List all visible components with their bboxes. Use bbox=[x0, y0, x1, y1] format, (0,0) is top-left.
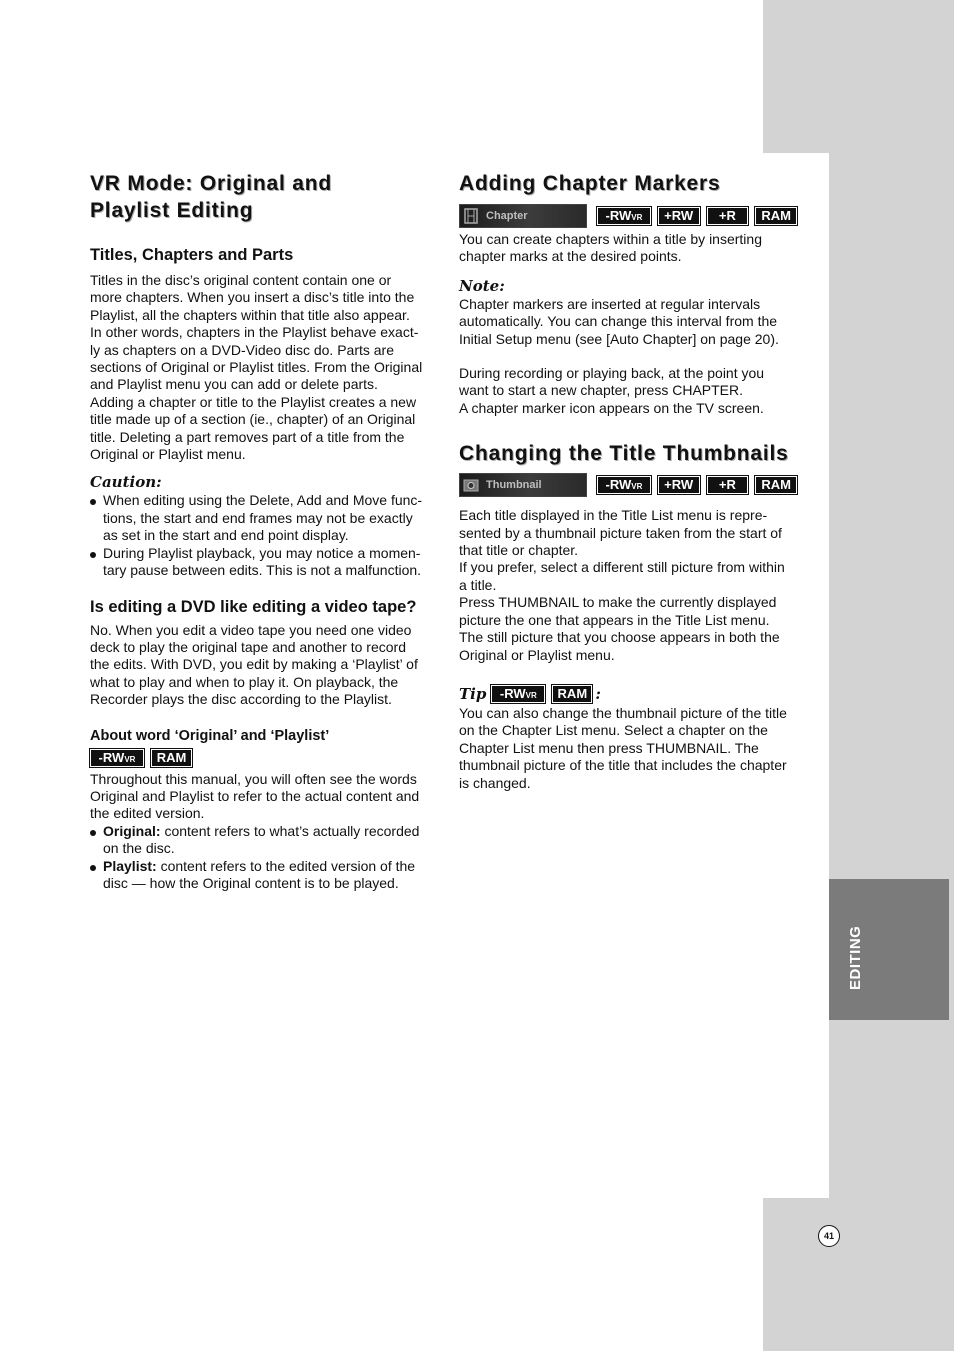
body-line: Each title displayed in the Title List menu is repre- bbox=[459, 507, 768, 524]
original-playlist-body bbox=[90, 771, 438, 823]
editing-section-label: EDITING bbox=[847, 925, 864, 990]
vr-badge-text: VR bbox=[124, 754, 136, 764]
caution-line: During Playlist playback, you may notice a momen- bbox=[103, 544, 421, 561]
definition-item bbox=[90, 858, 438, 893]
plus-r-badge: +R bbox=[707, 207, 749, 225]
body-line: is changed. bbox=[459, 774, 531, 791]
rw-badge-text: -RW bbox=[605, 477, 632, 493]
body-line: Original or Playlist menu. bbox=[90, 446, 246, 463]
body-line: what to play and when to play it. On playback, the bbox=[90, 673, 399, 690]
body-line: thumbnail picture of the title that includes the chapter bbox=[459, 757, 787, 774]
body-line: chapter marks at the desired points. bbox=[459, 248, 682, 265]
dvd-vs-tape-body bbox=[90, 622, 438, 709]
body-line: the edits. With DVD, you edit by making a ‘Playlist’ of bbox=[90, 656, 418, 673]
definition-item bbox=[90, 823, 438, 858]
rw-vr-badge bbox=[597, 207, 651, 225]
picture-icon bbox=[460, 474, 482, 496]
body-line: If you prefer, select a different still picture from within bbox=[459, 559, 785, 576]
chapter-menu-row bbox=[459, 204, 804, 228]
body-line: Initial Setup menu (see [Auto Chapter] on page 20). bbox=[459, 330, 779, 347]
caution-line: When editing using the Delete, Add and Move func- bbox=[103, 492, 423, 509]
caution-line: as set in the start and end point display. bbox=[103, 527, 349, 544]
titles-chapters-parts-body bbox=[90, 272, 438, 463]
body-line: Chapter List menu then press THUMBNAIL. The bbox=[459, 739, 759, 756]
tip-row bbox=[459, 684, 804, 704]
caution-title: Caution: bbox=[90, 473, 162, 492]
note-title: Note: bbox=[459, 276, 505, 295]
body-line: You can also change the thumbnail picture of the title bbox=[459, 704, 787, 721]
body-line: title. Deleting a part removes part of a title from the bbox=[90, 428, 405, 445]
body-line: Throughout this manual, you will often see the words bbox=[90, 770, 417, 787]
plus-rw-badge: +RW bbox=[658, 476, 700, 494]
chapter-menu-label: Chapter bbox=[486, 210, 528, 222]
ram-badge: RAM bbox=[552, 685, 592, 703]
definition-text: disc — how the Original content is to be played. bbox=[103, 874, 399, 891]
page-title-line1: VR Mode: Original and bbox=[90, 172, 332, 195]
rw-vr-badge bbox=[597, 476, 651, 494]
page-title bbox=[90, 170, 438, 224]
definition-text: on the disc. bbox=[103, 840, 175, 857]
sidebar-bottom-block bbox=[763, 1198, 954, 1351]
body-line: Press THUMBNAIL to make the currently displayed bbox=[459, 594, 777, 611]
definition-text: content refers to what’s actually recorded bbox=[160, 822, 420, 839]
body-line: the edited version. bbox=[90, 805, 205, 822]
rw-badge-text: -RW bbox=[98, 749, 125, 765]
chapter-markers-title: Adding Chapter Markers bbox=[459, 172, 721, 195]
page-number: 41 bbox=[818, 1225, 840, 1247]
dvd-vs-tape-heading: Is editing a DVD like editing a video tape? bbox=[90, 597, 417, 616]
thumbnail-menu-row bbox=[459, 473, 804, 497]
film-icon bbox=[460, 205, 482, 227]
body-line: Original and Playlist to refer to the actual content and bbox=[90, 787, 420, 804]
sidebar-column bbox=[829, 153, 954, 1199]
left-column bbox=[90, 170, 438, 892]
caution-list bbox=[90, 492, 438, 579]
vr-badge-text: VR bbox=[525, 690, 537, 700]
chapter-steps bbox=[459, 365, 804, 417]
plus-rw-badge: +RW bbox=[658, 207, 700, 225]
thumbnail-menu-label: Thumbnail bbox=[486, 479, 542, 492]
rw-badge-text: -RW bbox=[605, 208, 632, 223]
body-line: Playlist, all the chapters within that title also appear. bbox=[90, 306, 410, 323]
ram-badge: RAM bbox=[755, 207, 797, 225]
body-line: a title. bbox=[459, 576, 497, 593]
body-line: on the Chapter List menu. Select a chapter on the bbox=[459, 722, 768, 739]
caution-item bbox=[90, 492, 438, 544]
caution-line: tary pause between edits. This is not a malfunction. bbox=[103, 562, 422, 579]
note-body bbox=[459, 296, 804, 348]
body-line: The still picture that you choose appears in both the bbox=[459, 629, 780, 646]
body-line: title made up of a section (ie., chapter) of an Original bbox=[90, 411, 416, 428]
body-line: sections of Original or Playlist titles. From the Original bbox=[90, 359, 423, 376]
body-line: ly as chapters on a DVD-Video disc do. Parts are bbox=[90, 341, 395, 358]
body-line: and Playlist menu you can add or delete parts. bbox=[90, 376, 378, 393]
thumbnail-menu-bar bbox=[459, 473, 587, 497]
definition-text: content refers to the edited version of the bbox=[156, 857, 416, 874]
body-line: During recording or playing back, at the point you bbox=[459, 365, 765, 382]
original-playlist-heading: About word ‘Original’ and ‘Playlist’ bbox=[90, 727, 330, 744]
body-line: picture the one that appears in the Title List menu. bbox=[459, 611, 770, 628]
chapter-menu-bar bbox=[459, 204, 587, 228]
body-line: In other words, chapters in the Playlist behave exact- bbox=[90, 324, 419, 341]
vr-badge-text: VR bbox=[631, 482, 643, 492]
body-line: automatically. You can change this interval from the bbox=[459, 313, 778, 330]
rw-vr-badge bbox=[90, 749, 144, 767]
plus-r-badge: +R bbox=[707, 476, 749, 494]
body-line: Adding a chapter or title to the Playlist creates a new bbox=[90, 393, 417, 410]
chapter-intro bbox=[459, 231, 804, 266]
body-line: Recorder plays the disc according to the Playlist. bbox=[90, 691, 392, 708]
definition-list bbox=[90, 823, 438, 893]
caution-item bbox=[90, 545, 438, 580]
body-line: deck to play the original tape and another to record bbox=[90, 638, 406, 655]
disc-badges bbox=[90, 749, 438, 767]
vr-badge-text: VR bbox=[631, 213, 643, 222]
caution-line: tions, the start and end frames may not be exactly bbox=[103, 509, 413, 526]
thumbnail-body bbox=[459, 507, 804, 664]
body-line: Titles in the disc’s original content contain one or bbox=[90, 272, 392, 288]
body-line: No. When you edit a video tape you need one video bbox=[90, 621, 412, 638]
thumbnails-title: Changing the Title Thumbnails bbox=[459, 442, 789, 466]
ram-badge: RAM bbox=[151, 749, 192, 767]
body-line: more chapters. When you insert a disc’s title into the bbox=[90, 289, 415, 306]
body-line: that title or chapter. bbox=[459, 542, 579, 559]
tip-title: Tip bbox=[459, 684, 487, 703]
page-title-line2: Playlist Editing bbox=[90, 199, 254, 222]
body-line: sented by a thumbnail picture taken from the start of bbox=[459, 524, 782, 541]
rw-badge-text: -RW bbox=[499, 685, 526, 701]
definition-term: Playlist: bbox=[103, 857, 157, 874]
definition-term: Original: bbox=[103, 822, 161, 839]
tip-colon: : bbox=[595, 684, 601, 703]
body-line: want to start a new chapter, press CHAPTER. bbox=[459, 382, 744, 399]
sidebar-top-block bbox=[763, 0, 954, 153]
right-column bbox=[459, 170, 804, 792]
body-line: Chapter markers are inserted at regular intervals bbox=[459, 295, 761, 312]
body-line: Original or Playlist menu. bbox=[459, 646, 615, 663]
body-line: A chapter marker icon appears on the TV screen. bbox=[459, 399, 764, 416]
ram-badge: RAM bbox=[755, 476, 797, 494]
tip-body bbox=[459, 705, 804, 792]
body-line: You can create chapters within a title by inserting bbox=[459, 231, 762, 247]
rw-vr-badge bbox=[491, 685, 545, 703]
titles-chapters-parts-heading: Titles, Chapters and Parts bbox=[90, 246, 294, 264]
